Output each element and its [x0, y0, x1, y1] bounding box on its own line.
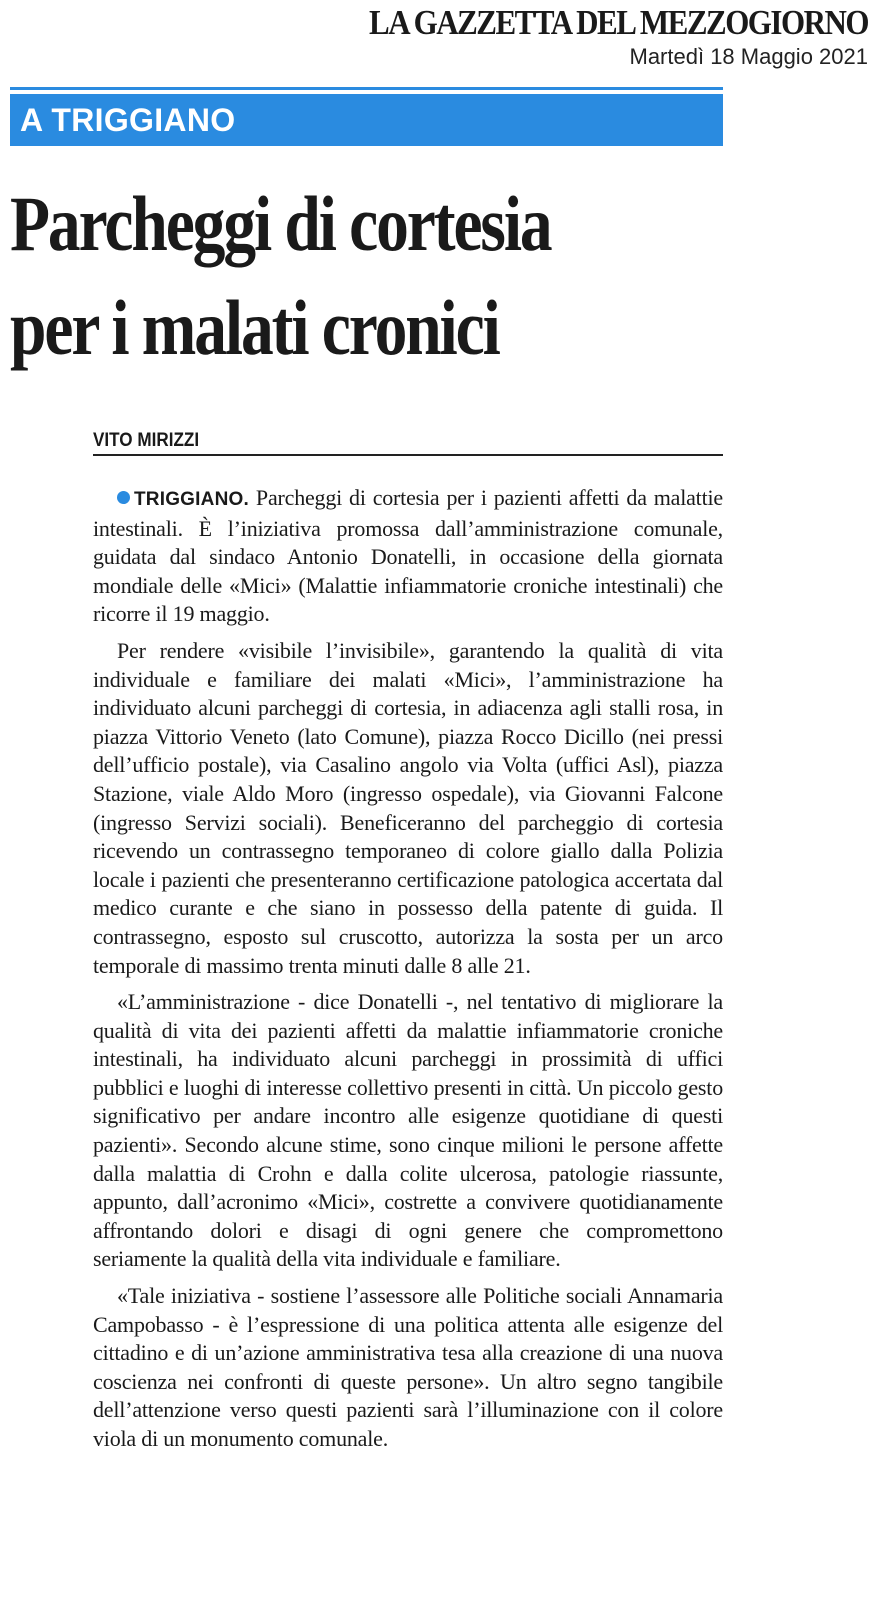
section-kicker — [10, 94, 723, 146]
headline-line-2: per i malati cronici — [10, 284, 499, 371]
kicker-rule — [10, 87, 723, 90]
headline — [10, 172, 632, 380]
paragraph: «L’amministrazione - dice Donatelli -, nel tentativo di migliorare la qualità di vita dei pazienti affetti da malattie infiammatorie croniche intestinali, ha individuato alcuni parcheggi in prossimità di uffici pubblici e luoghi di interesse collettivo presenti in città. Un piccolo gesto significativo per andare incontro alle esigenze quotidiane di questi pazienti». Secondo alcune stime, sono cinque milioni le persone affette dalla malattia di Crohn e dalla colite ulcerosa, patologie riassunte, appunto, dall’acronimo «Mici», costrette a convivere quotidianamente affrontando dolori e disagi di ogni genere che compromettono seriamente la qualità della vita individuale e familiare. — [93, 989, 723, 1272]
paragraph: Per rendere «visibile l’invisibile», garantendo la qualità di vita individuale e familiare dei malati «Mici», l’amministrazione ha individuato alcuni parcheggi di cortesia, in adiacenza agli stalli rosa, in piazza Vittorio Veneto (lato Comune), piazza Rocco Dicillo (nei pressi dell’ufficio postale), via Casalino angolo via Volta (uffici Asl), piazza Stazione, viale Aldo Moro (ingresso ospedale), via Giovanni Falcone (ingresso Servizi sociali). Beneficeranno del parcheggio di cortesia ricevendo un contrassegno temporaneo di colore giallo dalla Polizia locale i pazienti che presenteranno certificazione patologica accertata dal medico curante e che siano in possesso della patente di guida. Il contrassegno, esposto sul cruscotto, autorizza la sosta per un arco temporale di massimo trenta minuti dalle 8 alle 21. — [93, 637, 723, 978]
masthead-block — [369, 4, 868, 70]
paragraph: «Tale iniziativa - sostiene l’assessore alle Politiche sociali Annamaria Campobasso - è l’espressione di una politica attenta alle esigenze del cittadino e di un’azione amministrativa tesa alla creazione di una nuova coscienza nei confronti di queste persone». Un altro segno tangibile dell’attenzione verso questi pazienti sarà l’illuminazione con il colore viola di un monumento comunale. — [93, 1283, 723, 1451]
bullet-dot-icon — [117, 491, 130, 504]
publication-date: Martedì 18 Maggio 2021 — [629, 44, 868, 69]
newspaper-name: LA GAZZETTA DEL MEZZOGIORNO — [369, 2, 868, 43]
paragraph-text: Parcheggi di cortesia per i pazienti affetti da malattie intestinali. È l’iniziativa promossa dall’amministrazione comunale, guidata dal sindaco Antonio Donatelli, in occasione della giornata mondiale delle «Mici» (Malattie infiammatorie croniche intestinali) che ricorre il 19 maggio. — [93, 485, 723, 627]
dateline: TRIGGIANO. — [134, 489, 249, 510]
paragraph — [93, 484, 723, 629]
section-kicker-label: A TRIGGIANO — [20, 102, 236, 138]
author-name: VITO MIRIZZI — [93, 430, 200, 451]
article-body — [93, 484, 723, 1462]
byline — [93, 428, 723, 456]
headline-line-1: Parcheggi di cortesia — [10, 180, 551, 267]
